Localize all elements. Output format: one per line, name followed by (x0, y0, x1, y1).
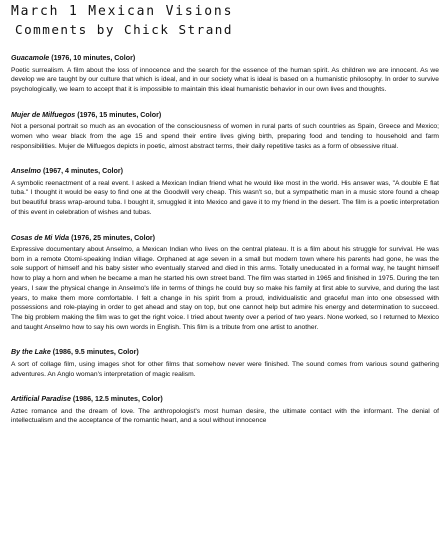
film-meta: (1967, 4 minutes, Color) (40, 167, 123, 176)
film-meta: (1976, 25 minutes, Color) (69, 233, 156, 242)
film-meta: (1976, 15 minutes, Color) (75, 110, 162, 119)
film-title: Artificial Paradise (11, 395, 71, 404)
film-meta: (1986, 12.5 minutes, Color) (70, 395, 163, 404)
film-description: Poetic surrealism. A film about the loss of innocence and the search for the essence of the human spirit. As children we are innocent. As we develop we are taught by our culture that which is ideal, and in our society what is ideal is based on a humanistic philosophy. In order to survive psychologically, we learn to accept that it is impossible to maintain this ideal humanistic behavior in our own lives and thoughts. (11, 66, 439, 93)
document-page (11, 3, 439, 442)
film-description: A symbolic reenactment of a real event. I asked a Mexican Indian friend what he would like most in the world. His answer was, "A double E flat tuba." I thought it would be easy to find one at the Goodwill very cheap. This wasn't so, but a sympathetic man in a music store found a cheap but beautiful brass wrap-around tuba. I bought it, smuggled it into Mexico and gave it to my friend in the desert. The film is a poetic interpretation of this event in celebration of wishes and tubas. (11, 179, 439, 216)
film-meta: (1986, 9.5 minutes, Color) (50, 348, 139, 357)
film-entry-mujer-de-milfuegos (11, 111, 439, 152)
film-heading (11, 348, 439, 358)
film-description: Expressive documentary about Anselmo, a Mexican Indian who lives on the central plateau. It is a film about his struggle for survival. He was born in a remote Otomi-speaking Indian village. Orphaned at age seven in a small but modern town where his parents had gone, he was the sole support of himself and his baby sister who eventually starved and died in this arms. Totally uneducated in a formal way, he taught himself how to play a horn and when he became a man he started his own street band. The film was started in 1965 and finished in 1975. During the ten years, I saw the physical change in Anselmo's life in terms of things he could buy so make his family at first able to survive, and during the last years, to make them more comfortable. I felt a change in his spirit from a proud, individualistic and graceful man into one obsessed with possessions and role-playing in order to get ahead and stay on top, but one cannot help but admire his energy and determination to succeed. The big problem making the film was to get the right voice. I tried about twenty over a period of two years. None worked, so I returned to Mexico and taught Anselmo how to say his own words in English. This film is a tribute from one artist to another. (11, 246, 439, 331)
film-heading (11, 395, 439, 405)
film-heading (11, 111, 439, 121)
film-title: By the Lake (11, 348, 51, 357)
film-entry-by-the-lake (11, 348, 439, 379)
film-entry-anselmo (11, 167, 439, 217)
film-title: Anselmo (11, 167, 41, 176)
film-title: Mujer de Milfuegos (11, 110, 76, 119)
program-subtitle: Comments by Chick Strand (15, 22, 233, 37)
film-list (11, 54, 439, 426)
film-title: Cosas de Mi Vida (11, 233, 70, 242)
film-description: Aztec romance and the dream of love. The anthropologist's most human desire, the ultimate contact with the informant. The denial of intellectualism and the acceptance of the romantic heart, and a soul without innocence (11, 407, 439, 425)
film-entry-guacamole (11, 54, 439, 95)
film-entry-cosas-de-mi-vida (11, 234, 439, 333)
film-description: Not a personal portrait so much as an evocation of the consciousness of women in rural parts of such countries as Spain, Greece and Mexico; women who wear black from the age 15 and spend their entire lives giving birth, preparing food and tending to household and farm responsibilities. Mujer de Milfuegos depicts in poetic, almost abstract terms, their daily repetitive tasks as a form of obsessive ritual. (11, 123, 439, 150)
film-description: A sort of collage film, using images shot for other films that somehow never were finished. The sound comes from various sound gathering adventures. An Anglo woman's interpretation of magic realism. (11, 360, 439, 378)
film-heading (11, 54, 439, 64)
film-heading (11, 167, 439, 177)
film-entry-artificial-paradise (11, 395, 439, 426)
film-meta: (1976, 10 minutes, Color) (49, 54, 136, 62)
film-heading (11, 234, 439, 244)
film-title: Guacamole (11, 54, 50, 62)
program-title: March 1 Mexican Visions (11, 4, 234, 19)
